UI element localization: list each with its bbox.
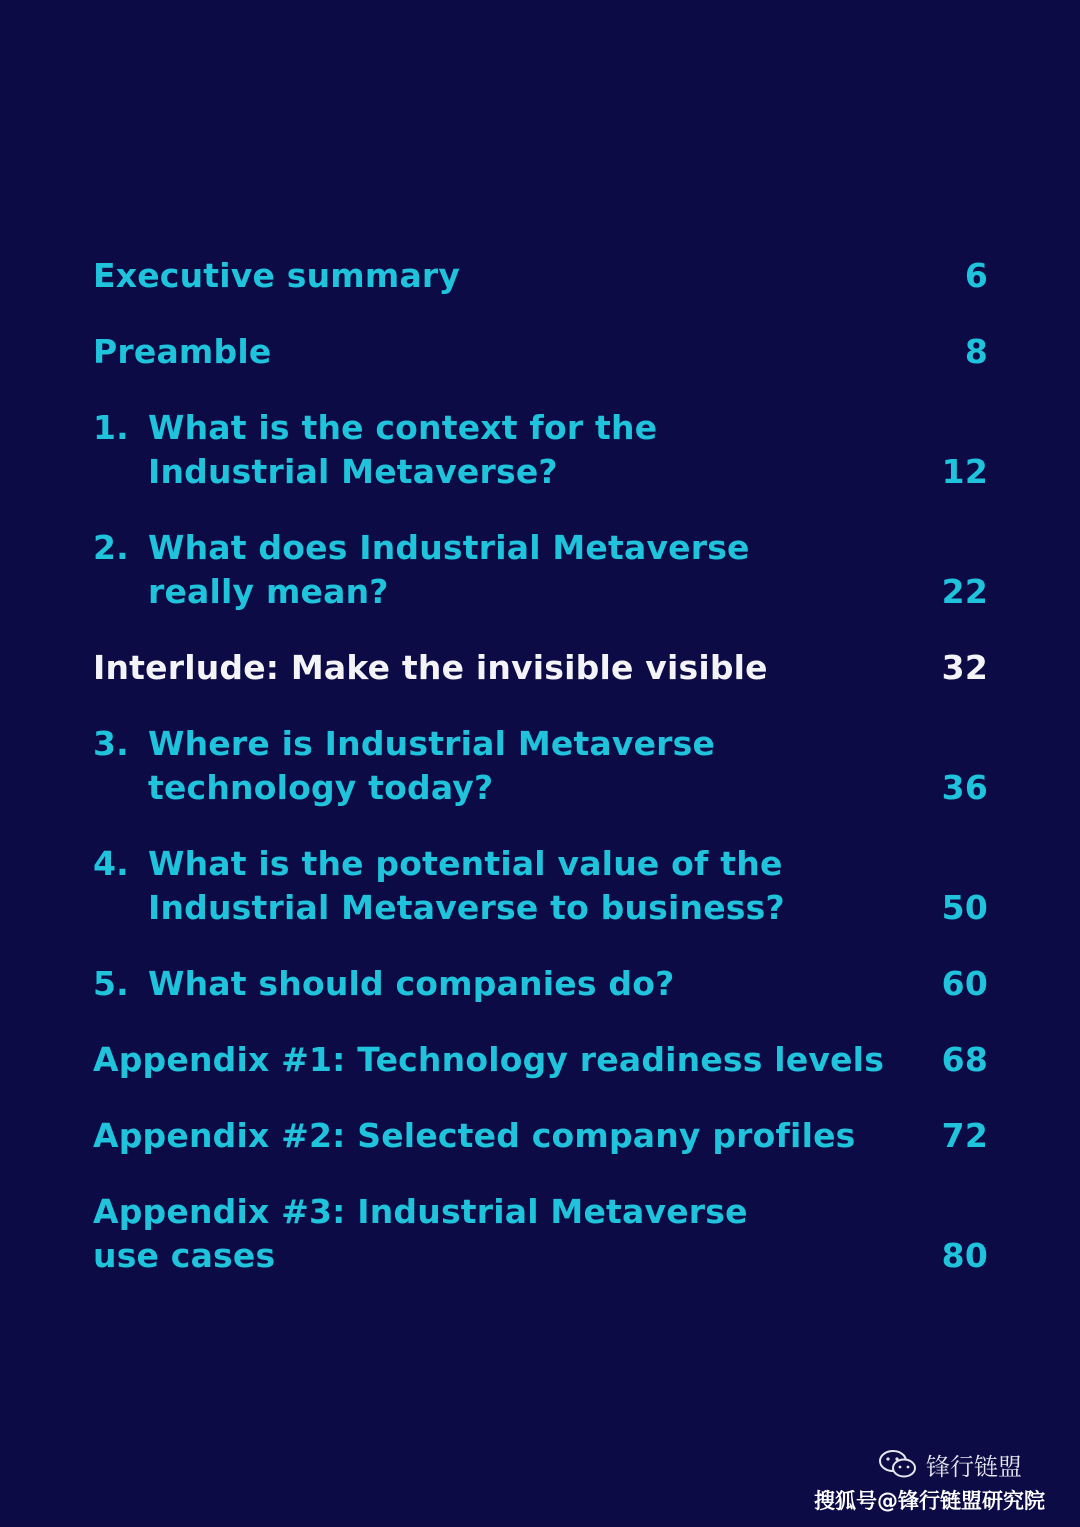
toc-entry-chapter-1[interactable] — [93, 406, 988, 494]
toc-entry-title: Appendix #2: Selected company profiles — [93, 1116, 856, 1155]
toc-entry-executive-summary[interactable] — [93, 254, 988, 298]
toc-entry-number: 2. — [93, 528, 129, 567]
toc-entry-title: Interlude: Make the invisible visible — [93, 648, 768, 687]
watermark-brand: 锋行链盟 — [926, 1453, 1022, 1481]
toc-entry-title — [93, 1190, 988, 1278]
toc-entry-appendix-1[interactable] — [93, 1038, 988, 1082]
toc-entry-page: 32 — [941, 648, 988, 687]
toc-entry-title-line: What does Industrial Metaverse — [148, 528, 750, 567]
toc-entry-title: Preamble — [93, 332, 272, 371]
toc-entry-page: 80 — [941, 1236, 988, 1275]
toc-entry-title-line: What should companies do? — [148, 964, 675, 1003]
toc-entry-title-line: technology today? — [148, 768, 494, 807]
toc-entry-title-line: really mean? — [148, 572, 389, 611]
toc-entry-title — [148, 526, 988, 614]
toc-entry-title — [148, 406, 988, 494]
toc-entry-title: Executive summary — [93, 256, 461, 295]
toc-entry-chapter-4[interactable] — [93, 842, 988, 930]
toc-entry-number: 4. — [93, 844, 129, 883]
toc-entry-page: 68 — [941, 1040, 988, 1079]
toc-entry-appendix-2[interactable] — [93, 1114, 988, 1158]
toc-entry-title-line: What is the potential value of the — [148, 844, 783, 883]
toc-entry-page: 72 — [941, 1116, 988, 1155]
toc-entry-chapter-2[interactable] — [93, 526, 988, 614]
toc-entry-appendix-3[interactable] — [93, 1190, 988, 1278]
toc-entry-title — [148, 722, 988, 810]
toc-entry-title-line: Appendix #3: Industrial Metaverse — [93, 1192, 748, 1231]
toc-entry-number: 3. — [93, 724, 129, 763]
toc-entry-title: Appendix #1: Technology readiness levels — [93, 1040, 885, 1079]
toc-entry-title-line: What is the context for the — [148, 408, 658, 447]
toc-entry-chapter-5[interactable] — [93, 962, 988, 1006]
wechat-icon — [878, 1449, 918, 1479]
toc-entry-page: 12 — [941, 452, 988, 491]
toc-entry-number: 1. — [93, 408, 129, 447]
watermark-source: 搜狐号@锋行链盟研究院 — [814, 1489, 1045, 1513]
toc-entry-page: 60 — [941, 964, 988, 1003]
toc-entry-page: 36 — [941, 768, 988, 807]
toc-entry-page: 8 — [964, 332, 988, 371]
toc-entry-interlude[interactable] — [93, 646, 988, 690]
toc-entry-page: 22 — [941, 572, 988, 611]
toc-entry-title-line: use cases — [93, 1236, 276, 1275]
toc-entry-page: 50 — [941, 888, 988, 927]
toc-entry-number: 5. — [93, 964, 129, 1003]
toc-entry-title — [148, 842, 988, 930]
toc-entry-title-line: Where is Industrial Metaverse — [148, 724, 716, 763]
toc-entry-title — [148, 962, 988, 1006]
source-watermark — [814, 1447, 1054, 1517]
toc-entry-title-line: Industrial Metaverse to business? — [148, 888, 785, 927]
toc-entry-preamble[interactable] — [93, 330, 988, 374]
toc-entry-title-line: Industrial Metaverse? — [148, 452, 558, 491]
toc-entry-page: 6 — [964, 256, 988, 295]
toc-entry-chapter-3[interactable] — [93, 722, 988, 810]
